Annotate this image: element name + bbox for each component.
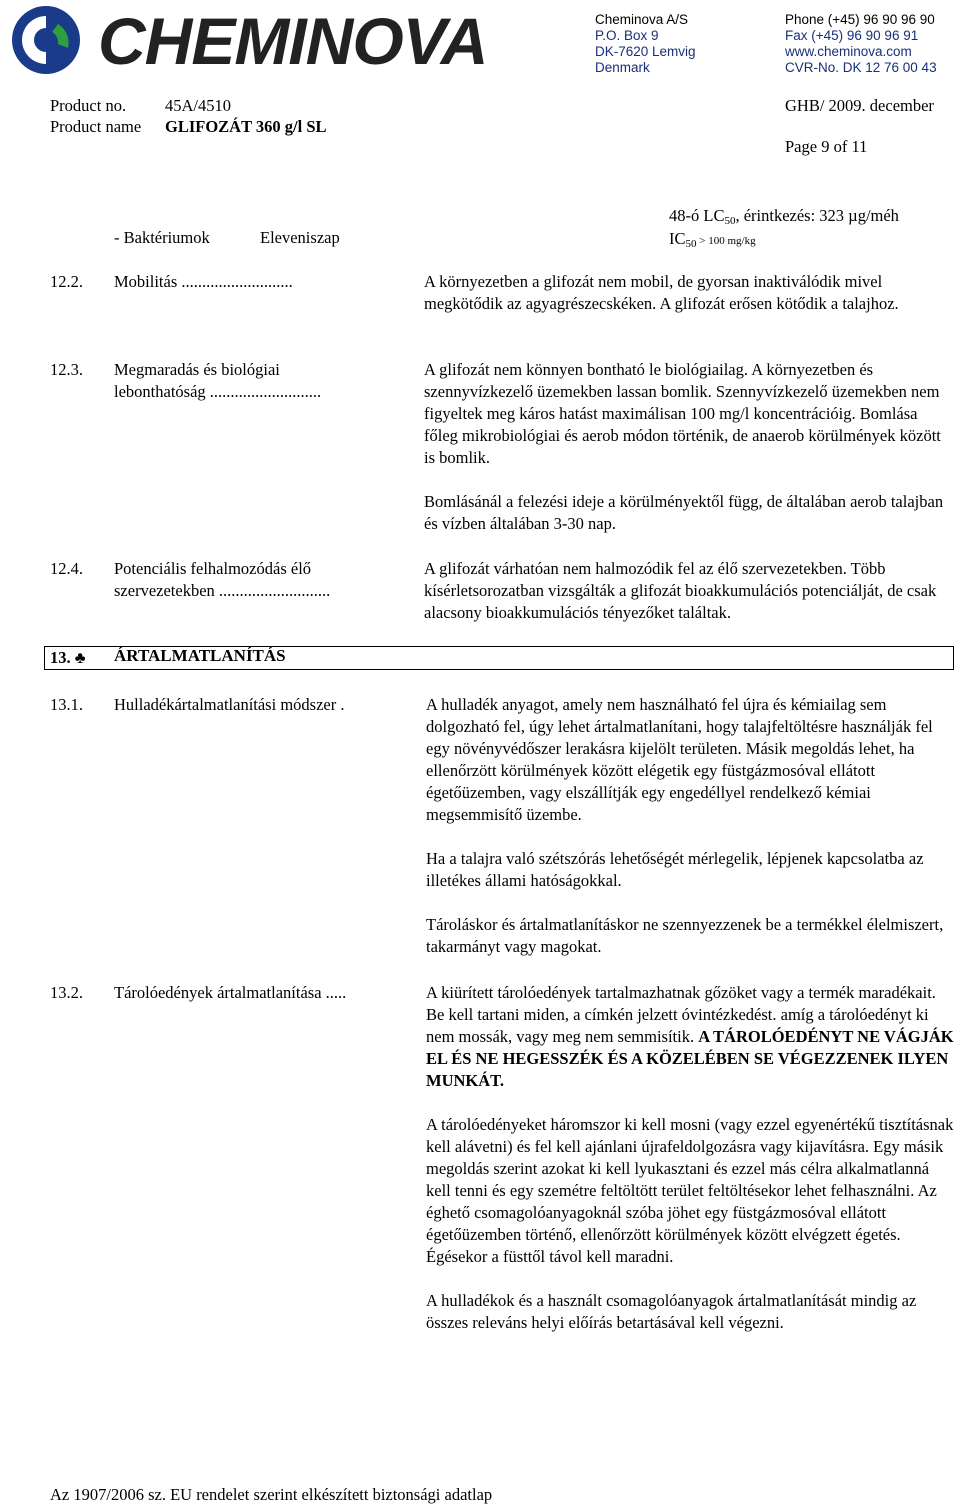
warning-text: A TÁROLÓEDÉNYT NE VÁGJÁK EL ÉS NE HEGESSZÉK ÉS A KÖZELÉBEN SE VÉGEZZENEK ILYEN MUNKÁT. [426, 1027, 954, 1090]
phone-line: Phone (+45) 96 90 96 90 [785, 12, 935, 27]
cheminova-logo-icon [6, 4, 86, 76]
tox-subject: Eleveniszap [260, 228, 340, 247]
section-title: Hulladékártalmatlanítási módszer . [114, 695, 345, 714]
product-no-label: Product no. [50, 96, 127, 115]
page-footer: Az 1907/2006 sz. EU rendelet szerint elkészített biztonsági adatlap [50, 1485, 493, 1504]
cvr-line: CVR-No. DK 12 76 00 43 [785, 60, 937, 75]
tox-lc50-line: 48-ó $LC_{50}$, érintkezés: 323 µg/méh [669, 206, 899, 227]
paragraph: A kiürített tárolóedények tartalmazhatnak gőzöket vagy a termék maradékait. Be kell tartani miden, a címkén jelzett óvintézkedést. amíg a tárolóedényt ki nem mossák, vagy meg nem semmisítik. A TÁROLÓEDÉNYT NE VÁGJÁK EL ÉS NE HEGESSZÉK ÉS A KÖZELÉBEN SE VÉGEZZENEK ILYEN MUNKÁT. [426, 983, 954, 1090]
section-text [424, 271, 954, 315]
section-number: 12.4. [50, 559, 83, 578]
section-text [426, 982, 956, 1334]
section-13-title: ÁRTALMATLANÍTÁS [114, 646, 286, 665]
section-number: 13.2. [50, 983, 83, 1002]
club-icon: ♣ [74, 648, 86, 667]
paragraph: Tároláskor és ártalmatlanításkor ne szennyezzenek be a termékkel élelmiszert, takarmányt vagy magokat. [426, 915, 944, 956]
paragraph: Ha a talajra való szétszórás lehetőségét mérlegelik, lépjenek kapcsolatba az illetékes állami hatóságokkal. [426, 849, 924, 890]
company-address [595, 12, 696, 76]
section-title: Mobilitás ........................... [114, 272, 293, 291]
section-number: 12.3. [50, 360, 83, 379]
tox-ic50-line: $IC_{50} > 100$ mg/kg [669, 229, 756, 250]
paragraph: A tárolóedényeket háromszor ki kell mosni (vagy ezzel egyenértékű tisztításnak kell alávetni) és fel kell ajánlani újrafeldolgozásra vagy kijavításra. Egy másik megoldás szerint azokat ki kell lyukasztani és ezzel más célra alkalmatlanná kell tenni és egy szemétre feltöltött terület feltöltésekor lehet felhasználni. Az éghető csomagolóanyagoknál szóba jöhet egy füstgázmosóval ellátott égetőüzemben történő, ellenőrzött körülmények között elvégzett égetés. Égésekor a füsttől távol kell maradni. [426, 1115, 954, 1266]
paragraph: Bomlásánál a felezési ideje a körülményektől függ, de általában aerob talajban és vízben általában 3-30 nap. [424, 492, 944, 533]
company-logo-text: CHEMINOVA [98, 4, 488, 78]
website-link[interactable]: www.cheminova.com [785, 44, 912, 59]
fax-line: Fax (+45) 96 90 96 91 [785, 28, 919, 43]
section-number: 13.1. [50, 695, 83, 714]
product-name-value: GLIFOZÁT 360 g/l SL [165, 117, 327, 136]
address-line: Cheminova A/S [595, 12, 689, 27]
section-13-number: 13. ♣ [50, 648, 86, 667]
paragraph: A glifozát várhatóan nem halmozódik fel az élő szervezetekben. Több kísérletsorozatban vizsgálták a glifozát bioakkumulációs potenciálját, de csak alacsony bioakkumulációs tényezőket találtak. [424, 559, 937, 622]
address-line: DK-7620 Lemvig [595, 44, 696, 59]
section-text [424, 359, 954, 535]
paragraph: A környezetben a glifozát nem mobil, de gyorsan inaktiválódik mivel megkötődik az agyagrészecskéken. A glifozát erősen kötődik a talajhoz. [424, 272, 899, 313]
paragraph: A hulladék anyagot, amely nem használható fel újra és kémiailag sem dolgozható fel, úgy lehet ártalmatlanítani, hogy talajfeltöltésre használják fel egy növényvédőszer lerakásra kijelölt területen. Másik megoldás lehet, ha ellenőrzött körülmények között elégetik egy füstgázmosóval ellátott égetőüzemben, vagy elszállítják egy engedéllyel rendelkező kémiai megsemmisítő üzembe. [426, 695, 933, 824]
tox-organism: - Baktériumok [114, 228, 210, 247]
product-name-label: Product name [50, 117, 142, 136]
section-title: Megmaradás és biológiai lebonthatóság ........................... [114, 360, 322, 401]
address-line: P.O. Box 9 [595, 28, 659, 43]
section-text [426, 694, 956, 958]
product-no-value: 45A/4510 [165, 96, 231, 115]
company-contact [785, 12, 937, 76]
address-line: Denmark [595, 60, 650, 75]
section-title: Potenciális felhalmozódás élő szervezetekben ........................... [114, 559, 331, 600]
section-text [424, 558, 954, 624]
paragraph: A hulladékok és a használt csomagolóanyagok ártalmatlanítását mindig az összes releváns helyi előírás betartásával kell végezni. [426, 1291, 917, 1332]
paragraph: A glifozát nem könnyen bontható le biológiailag. A környezetben és szennyvízkezelő üzemekben lassan bomlik. Szennyvízkezelő üzemekben nem figyeltek meg káros hatást maximálisan 100 mg/l koncentrációig. Bomlása főleg mikrobiológiai és aerob módon történik, de anaerob körülmények között is bomlik. [424, 360, 941, 467]
document-date: GHB/ 2009. december [785, 96, 934, 115]
page-number: Page 9 of 11 [785, 137, 868, 156]
section-title: Tárolóedények ártalmatlanítása ..... [114, 983, 347, 1002]
section-number: 12.2. [50, 272, 83, 291]
